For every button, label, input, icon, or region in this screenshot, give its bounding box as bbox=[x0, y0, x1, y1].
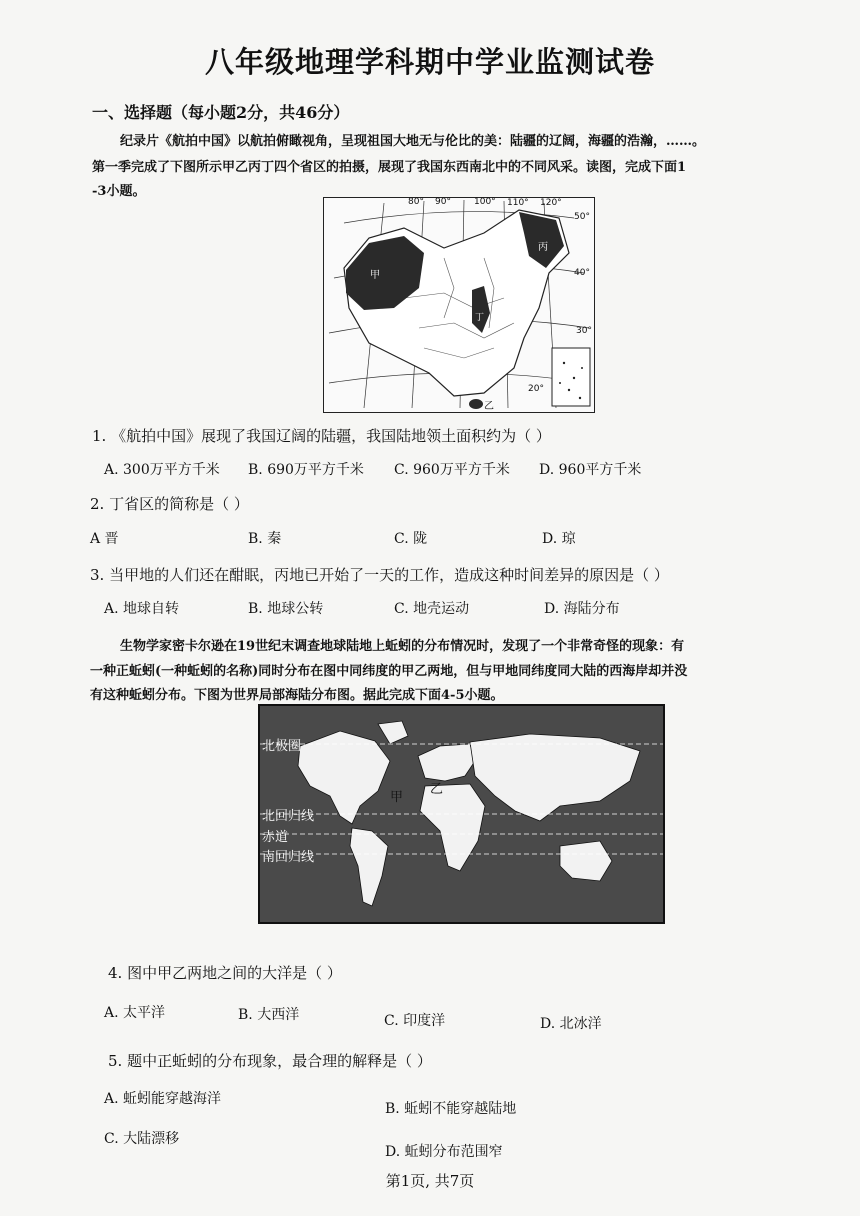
question-4-stem: 4. 图中甲乙两地之间的大洋是（ ） bbox=[108, 964, 342, 982]
lat-50-label: 50° bbox=[574, 212, 590, 222]
place-yi-label: 乙 bbox=[430, 782, 444, 797]
q3-option-d: D. 海陆分布 bbox=[544, 601, 620, 617]
section-heading: 一、选择题（每小题2分，共46分） bbox=[92, 103, 350, 122]
q5-option-d: D. 蚯蚓分布范围窄 bbox=[385, 1144, 503, 1160]
lat-30-label: 30° bbox=[576, 326, 592, 336]
south-sea-inset bbox=[552, 348, 590, 406]
lat-20-label: 20° bbox=[528, 384, 544, 394]
question-5-stem: 5. 题中正蚯蚓的分布现象，最合理的解释是（ ） bbox=[108, 1052, 432, 1070]
lon-80-label: 80° bbox=[408, 197, 424, 207]
q2-option-a: A 晋 bbox=[90, 531, 119, 547]
question-3-stem: 3. 当甲地的人们还在酣眠，丙地已开始了一天的工作，造成这种时间差异的原因是（ ） bbox=[90, 566, 669, 584]
lon-110-label: 110° bbox=[507, 198, 529, 208]
q3-option-b: B. 地球公转 bbox=[248, 601, 324, 617]
lon-120-label: 120° bbox=[540, 198, 562, 208]
q1-option-c: C. 960万平方千米 bbox=[394, 462, 510, 478]
lat-40-label: 40° bbox=[574, 268, 590, 278]
greenland-shape bbox=[378, 721, 408, 744]
q2-option-d: D. 琼 bbox=[542, 531, 576, 547]
q2-option-c: C. 陇 bbox=[394, 531, 428, 547]
place-jia-label: 甲 bbox=[390, 790, 404, 805]
q4-option-d: D. 北冰洋 bbox=[540, 1016, 602, 1032]
intro2-line1: 生物学家密卡尔逊在19世纪末调查地球陆地上蚯蚓的分布情况时，发现了一个非常奇怪的现象：有 bbox=[120, 639, 685, 654]
question-1-stem: 1. 《航拍中国》展现了我国辽阔的陆疆，我国陆地领土面积约为（ ） bbox=[92, 427, 551, 445]
china-map-figure bbox=[323, 197, 595, 413]
world-map-drawing bbox=[260, 706, 663, 922]
q5-option-c: C. 大陆漂移 bbox=[104, 1131, 180, 1147]
tropic-of-cancer-label: 北回归线 bbox=[262, 809, 315, 824]
q1-option-a: A. 300万平方千米 bbox=[104, 462, 220, 478]
lon-90-label: 90° bbox=[435, 197, 451, 207]
q4-option-b: B. 大西洋 bbox=[238, 1007, 300, 1023]
asia-shape bbox=[470, 734, 640, 821]
question-2-stem: 2. 丁省区的简称是（ ） bbox=[90, 495, 249, 513]
q4-option-c: C. 印度洋 bbox=[384, 1013, 446, 1029]
q5-option-b: B. 蚯蚓不能穿越陆地 bbox=[385, 1101, 517, 1117]
south-america-shape bbox=[350, 828, 388, 906]
africa-shape bbox=[420, 784, 485, 871]
intro1-line1: 纪录片《航拍中国》以航拍俯瞰视角，呈现祖国大地无与伦比的美：陆疆的辽阔，海疆的浩瀚，……。 bbox=[120, 134, 706, 149]
province-yi-label: 乙 bbox=[484, 401, 494, 412]
province-bing-label: 丙 bbox=[538, 242, 548, 253]
arctic-circle-label: 北极圈 bbox=[262, 739, 302, 754]
equator-label: 赤道 bbox=[262, 830, 289, 845]
intro1-line2: 第一季完成了下图所示甲乙丙丁四个省区的拍摄，展现了我国东西南北中的不同风采。读图，完成下面1 bbox=[92, 160, 687, 175]
q3-option-c: C. 地壳运动 bbox=[394, 601, 470, 617]
q1-option-d: D. 960平方千米 bbox=[539, 462, 642, 478]
intro1-line3: -3小题。 bbox=[92, 184, 146, 199]
province-jia-label: 甲 bbox=[370, 270, 380, 281]
australia-shape bbox=[560, 841, 612, 881]
europe-shape bbox=[418, 744, 475, 781]
world-map-figure bbox=[258, 704, 665, 924]
page-footer: 第1页, 共7页 bbox=[385, 1172, 475, 1190]
china-map-drawing bbox=[324, 198, 594, 412]
intro2-line2: 一种正蚯蚓(一种蚯蚓的名称)同时分布在图中同纬度的甲乙两地，但与甲地同纬度同大陆的西海岸却并没 bbox=[90, 664, 688, 679]
q1-option-b: B. 690万平方千米 bbox=[248, 462, 364, 478]
q5-option-a: A. 蚯蚓能穿越海洋 bbox=[104, 1091, 222, 1107]
tropic-of-capricorn-label: 南回归线 bbox=[262, 850, 315, 865]
q2-option-b: B. 秦 bbox=[248, 531, 282, 547]
province-yi-shape bbox=[469, 399, 483, 409]
intro2-line3: 有这种蚯蚓分布。下图为世界局部海陆分布图。据此完成下面4-5小题。 bbox=[90, 688, 504, 703]
q3-option-a: A. 地球自转 bbox=[104, 601, 180, 617]
page-title: 八年级地理学科期中学业监测试卷 bbox=[204, 45, 655, 79]
province-ding-label: 丁 bbox=[475, 313, 485, 323]
lon-100-label: 100° bbox=[474, 197, 496, 207]
q4-option-a: A. 太平洋 bbox=[104, 1005, 166, 1021]
